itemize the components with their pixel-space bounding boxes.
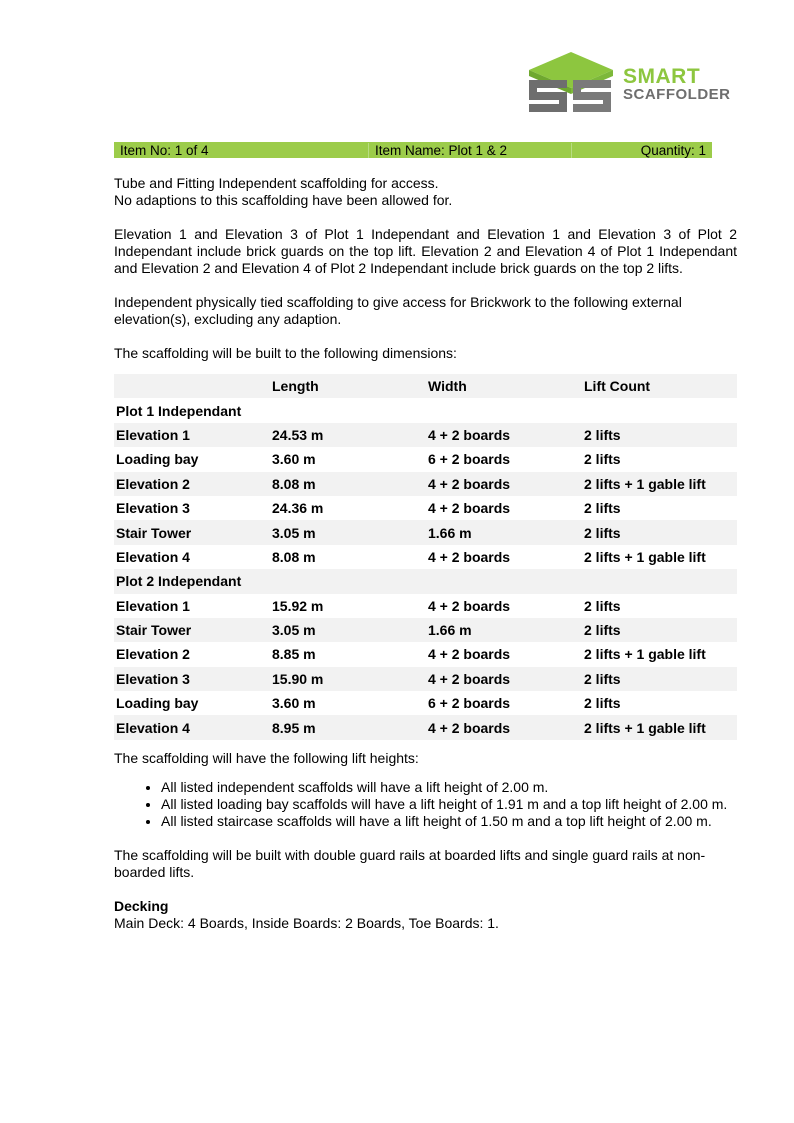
intro-line-2: No adaptions to this scaffolding have been allowed for. bbox=[114, 192, 453, 208]
table-cell: 2 lifts bbox=[584, 597, 621, 614]
table-cell: Loading bay bbox=[116, 695, 199, 712]
item-quantity: Quantity: 1 bbox=[571, 143, 712, 158]
table-cell: 2 lifts bbox=[584, 500, 621, 517]
table-cell: 2 lifts + 1 gable lift bbox=[582, 715, 737, 739]
table-row bbox=[114, 447, 737, 471]
table-cell bbox=[582, 398, 737, 422]
smart-scaffolder-logo bbox=[525, 52, 745, 116]
table-cell: 4 + 2 boards bbox=[428, 500, 511, 517]
table-cell: 2 lifts bbox=[584, 695, 621, 712]
logo-text-smart: SMART bbox=[623, 65, 701, 88]
table-cell: 2 lifts bbox=[582, 618, 737, 642]
table-cell: Elevation 4 bbox=[114, 715, 270, 739]
table-cell: 6 + 2 boards bbox=[428, 451, 511, 468]
table-cell: Elevation 2 bbox=[116, 646, 190, 663]
lift-heights-intro: The scaffolding will have the following lift heights: bbox=[114, 749, 419, 766]
table-cell: 4 + 2 boards bbox=[426, 423, 582, 447]
table-row bbox=[114, 618, 737, 642]
item-number: Item No: 1 of 4 bbox=[120, 142, 209, 158]
lift-heights-list bbox=[114, 779, 737, 830]
table-cell: Stair Tower bbox=[114, 520, 270, 544]
logo-text-scaffolder: SCAFFOLDER bbox=[623, 86, 731, 103]
table-cell: 2 lifts bbox=[582, 667, 737, 691]
table-header-cell: Length bbox=[270, 374, 426, 398]
table-cell: 2 lifts + 1 gable lift bbox=[584, 646, 706, 663]
table-cell: Plot 2 Independant bbox=[114, 569, 270, 593]
table-cell: 15.92 m bbox=[272, 597, 324, 614]
document-body bbox=[114, 175, 737, 932]
intro-line-1: Tube and Fitting Independent scaffolding for access. bbox=[114, 175, 439, 191]
table-cell: Elevation 4 bbox=[116, 548, 190, 565]
decking-text: Main Deck: 4 Boards, Inside Boards: 2 Boards, Toe Boards: 1. bbox=[114, 914, 499, 931]
table-cell: 4 + 2 boards bbox=[426, 667, 582, 691]
table-cell bbox=[426, 398, 582, 422]
table-cell: 8.08 m bbox=[272, 548, 316, 565]
table-row bbox=[114, 545, 737, 569]
table-cell: 1.66 m bbox=[426, 520, 582, 544]
table-row bbox=[114, 520, 737, 544]
table-cell bbox=[426, 569, 582, 593]
table-cell: 3.60 m bbox=[272, 695, 316, 712]
table-row bbox=[114, 715, 737, 739]
table-cell: Elevation 1 bbox=[116, 597, 190, 614]
table-header-cell: Width bbox=[426, 374, 582, 398]
table-cell: 3.60 m bbox=[272, 451, 316, 468]
guard-rails-paragraph: The scaffolding will be built with double guard rails at boarded lifts and single guard rails at non-boarded lifts. bbox=[114, 846, 706, 880]
table-row bbox=[114, 472, 737, 496]
table-cell: Elevation 3 bbox=[116, 500, 190, 517]
table-cell: 3.05 m bbox=[270, 520, 426, 544]
table-cell: 2 lifts bbox=[582, 520, 737, 544]
table-cell: 3.05 m bbox=[270, 618, 426, 642]
table-row bbox=[114, 423, 737, 447]
decking-heading: Decking bbox=[114, 897, 169, 914]
table-cell: 6 + 2 boards bbox=[428, 695, 511, 712]
table-cell: 8.95 m bbox=[270, 715, 426, 739]
dimensions-intro: The scaffolding will be built to the following dimensions: bbox=[114, 345, 457, 361]
table-cell: 2 lifts + 1 gable lift bbox=[584, 548, 706, 565]
table-cell: Elevation 1 bbox=[114, 423, 270, 447]
table-header-row bbox=[114, 374, 737, 398]
table-cell: 4 + 2 boards bbox=[428, 548, 511, 565]
lift-height-item: • All listed loading bay scaffolds will have a lift height of 1.91 m and a top lift height of 2.00 m. bbox=[161, 796, 737, 813]
item-name: Item Name: Plot 1 & 2 bbox=[368, 143, 571, 158]
table-cell bbox=[270, 569, 426, 593]
lift-height-item: • All listed independent scaffolds will have a lift height of 2.00 m. bbox=[161, 779, 737, 796]
item-header-bar bbox=[114, 142, 713, 158]
table-cell: 8.08 m bbox=[270, 472, 426, 496]
table-cell: Elevation 3 bbox=[114, 667, 270, 691]
table-cell: 2 lifts + 1 gable lift bbox=[582, 472, 737, 496]
table-cell: 24.36 m bbox=[272, 500, 324, 517]
table-cell: 2 lifts bbox=[584, 451, 621, 468]
table-row bbox=[114, 569, 737, 593]
table-cell: 1.66 m bbox=[426, 618, 582, 642]
table-cell: Stair Tower bbox=[114, 618, 270, 642]
table-cell: 4 + 2 boards bbox=[426, 715, 582, 739]
table-cell bbox=[582, 569, 737, 593]
table-header-cell: Lift Count bbox=[582, 374, 737, 398]
table-row bbox=[114, 496, 737, 520]
table-cell: 2 lifts bbox=[582, 423, 737, 447]
table-cell: Elevation 2 bbox=[114, 472, 270, 496]
table-row bbox=[114, 398, 737, 422]
table-header-cell bbox=[114, 374, 270, 398]
table-row bbox=[114, 642, 737, 666]
table-cell bbox=[270, 398, 426, 422]
logo-mark-icon bbox=[525, 52, 617, 116]
lift-height-item: • All listed staircase scaffolds will have a lift height of 1.50 m and a top lift height of 2.00 m. bbox=[161, 813, 737, 830]
table-cell: 8.85 m bbox=[272, 646, 316, 663]
dimensions-table bbox=[114, 374, 737, 740]
table-cell: Plot 1 Independant bbox=[116, 402, 242, 419]
table-row bbox=[114, 667, 737, 691]
table-row bbox=[114, 594, 737, 618]
table-cell: 4 + 2 boards bbox=[428, 646, 511, 663]
table-cell: Loading bay bbox=[116, 451, 199, 468]
table-cell: 4 + 2 boards bbox=[428, 597, 511, 614]
access-paragraph: Independent physically tied scaffolding to give access for Brickwork to the following external elevation(s), excluding any adaption. bbox=[114, 294, 682, 327]
brick-guards-paragraph: Elevation 1 and Elevation 3 of Plot 1 Independant and Elevation 1 and Elevation 3 of Plot 2 Independant include brick guards on the top lift. Elevation 2 and Elevation 4 of Plot 1 Independant and Elevation 2 and Elevation 4 of Plot 2 Independant include brick guards on the top 2 lifts. bbox=[114, 226, 737, 276]
table-row bbox=[114, 691, 737, 715]
table-cell: 24.53 m bbox=[270, 423, 426, 447]
table-cell: 15.90 m bbox=[270, 667, 426, 691]
table-cell: 4 + 2 boards bbox=[426, 472, 582, 496]
